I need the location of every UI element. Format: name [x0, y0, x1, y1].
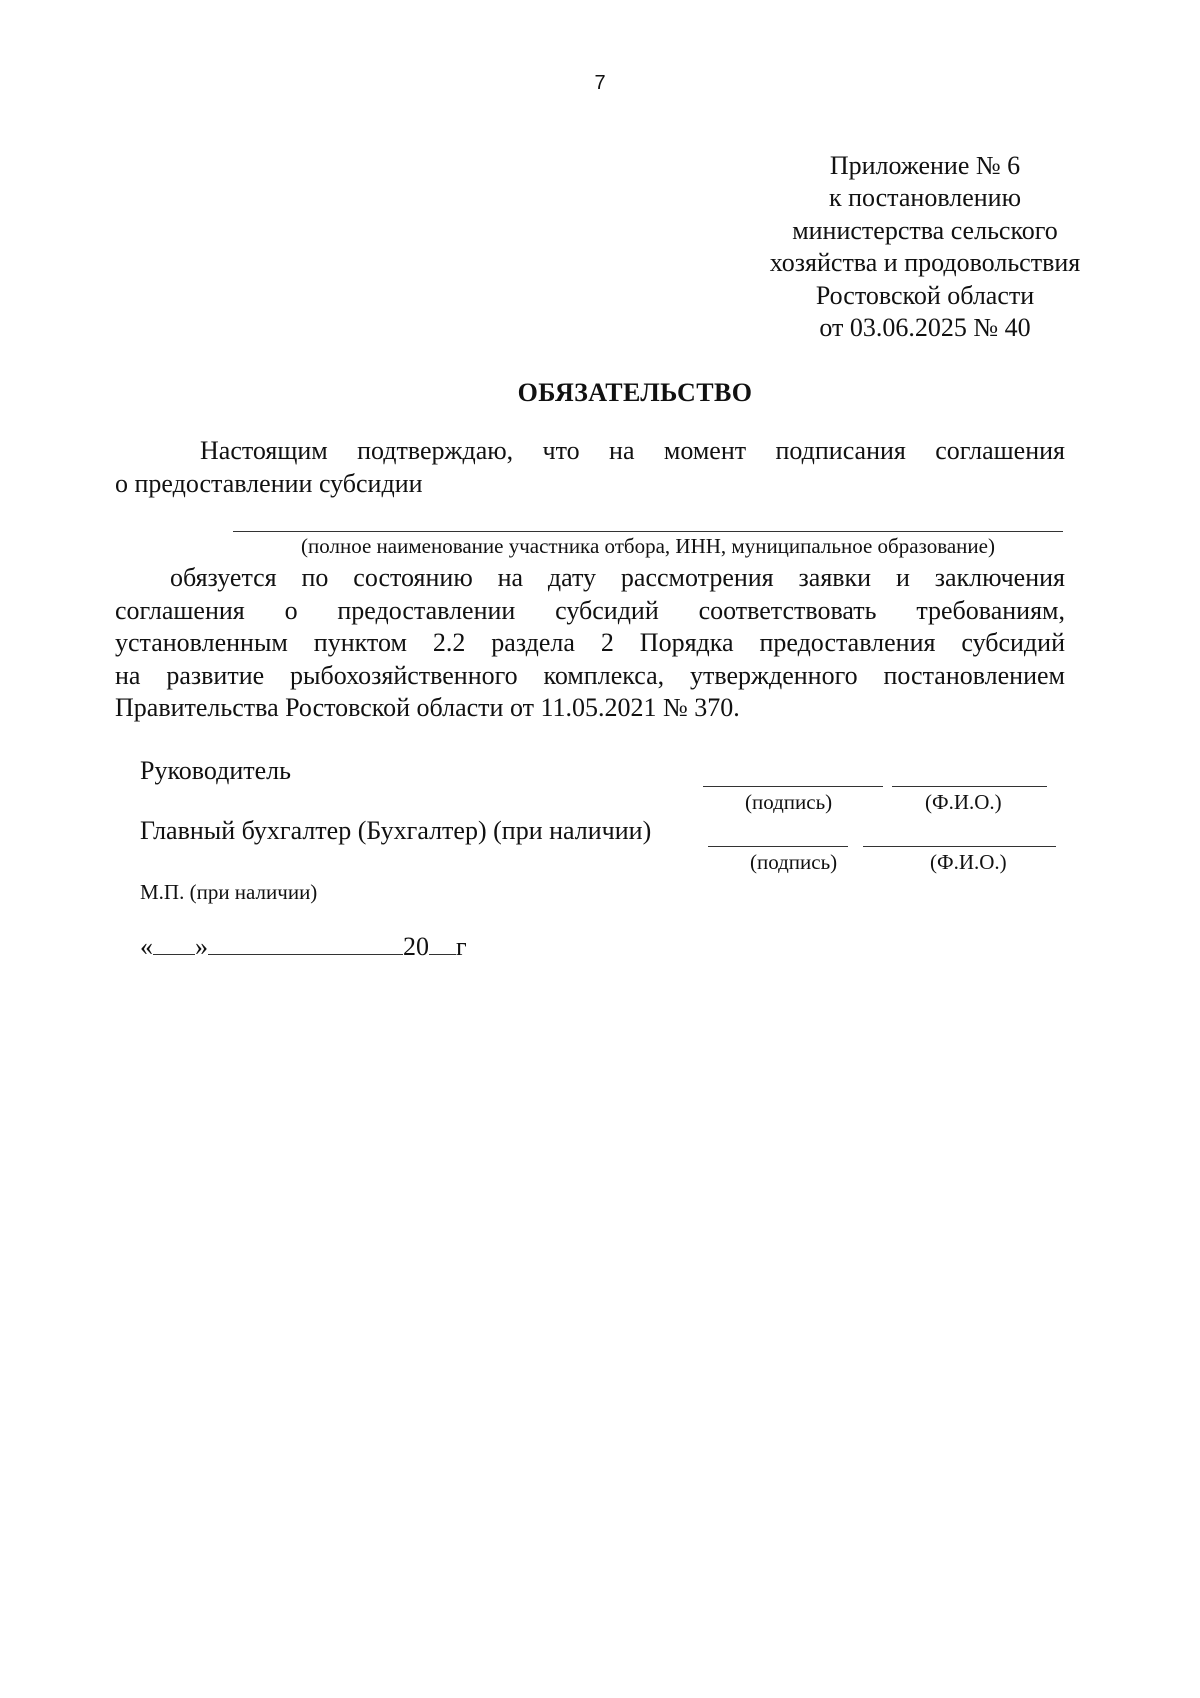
date-month-blank[interactable]: [208, 953, 403, 955]
obligation-paragraph: [115, 562, 1065, 725]
date-day-blank[interactable]: [153, 953, 195, 955]
accountant-signature-caption: (подпись): [750, 850, 838, 874]
accountant-name-line[interactable]: [863, 846, 1056, 847]
date-year-suffix: г: [456, 932, 467, 961]
head-signature-caption: (подпись): [745, 790, 833, 814]
date-year-blank[interactable]: [429, 953, 456, 955]
accountant-name-caption: (Ф.И.О.): [930, 850, 1007, 874]
appendix-line: Приложение № 6: [829, 151, 1021, 180]
body-line: обязуется по состоянию на дату рассмотрения заявки и заключения: [170, 563, 1065, 592]
body-line: на развитие рыбохозяйственного комплекса, утвержденного постановлением: [115, 660, 1065, 690]
appendix-line: к постановлению: [828, 183, 1022, 213]
appendix-line: от 03.06.2025 № 40: [819, 313, 1031, 343]
accountant-label: Главный бухгалтер (Бухгалтер) (при наличии): [140, 816, 652, 845]
head-signature-line[interactable]: [703, 786, 883, 787]
date-year-prefix: 20: [403, 932, 429, 961]
stamp-label: М.П. (при наличии): [140, 880, 318, 904]
accountant-signature-line[interactable]: [708, 846, 848, 847]
date-close-quote: »: [195, 932, 208, 961]
head-name-caption: (Ф.И.О.): [925, 790, 1002, 814]
body-line: установленным пунктом 2.2 раздела 2 Порядка предоставления субсидий: [115, 628, 1065, 657]
appendix-line: министерства сельского: [792, 215, 1058, 245]
appendix-line: Ростовской области: [815, 280, 1035, 310]
page-number: 7: [594, 72, 606, 94]
date-open-quote: «: [140, 932, 153, 961]
appendix-header: [705, 150, 1145, 344]
head-name-line[interactable]: [892, 786, 1047, 787]
participant-caption: (полное наименование участника отбора, ИНН, муниципальное образование): [301, 534, 995, 558]
body-line: Правительства Ростовской области от 11.05.2021 № 370.: [115, 693, 740, 722]
date-field: [140, 932, 467, 968]
appendix-line: хозяйства и продовольствия: [769, 248, 1081, 278]
intro-paragraph: [115, 435, 1065, 500]
document-title: ОБЯЗАТЕЛЬСТВО: [517, 378, 753, 407]
intro-line-1: Настоящим подтверждаю, что на момент подписания соглашения: [200, 436, 1065, 465]
participant-name-line[interactable]: [233, 531, 1063, 532]
intro-line-2: о предоставлении субсидии: [115, 468, 423, 498]
head-label: Руководитель: [140, 756, 291, 785]
body-line: соглашения о предоставлении субсидий соответствовать требованиям,: [115, 595, 1065, 625]
